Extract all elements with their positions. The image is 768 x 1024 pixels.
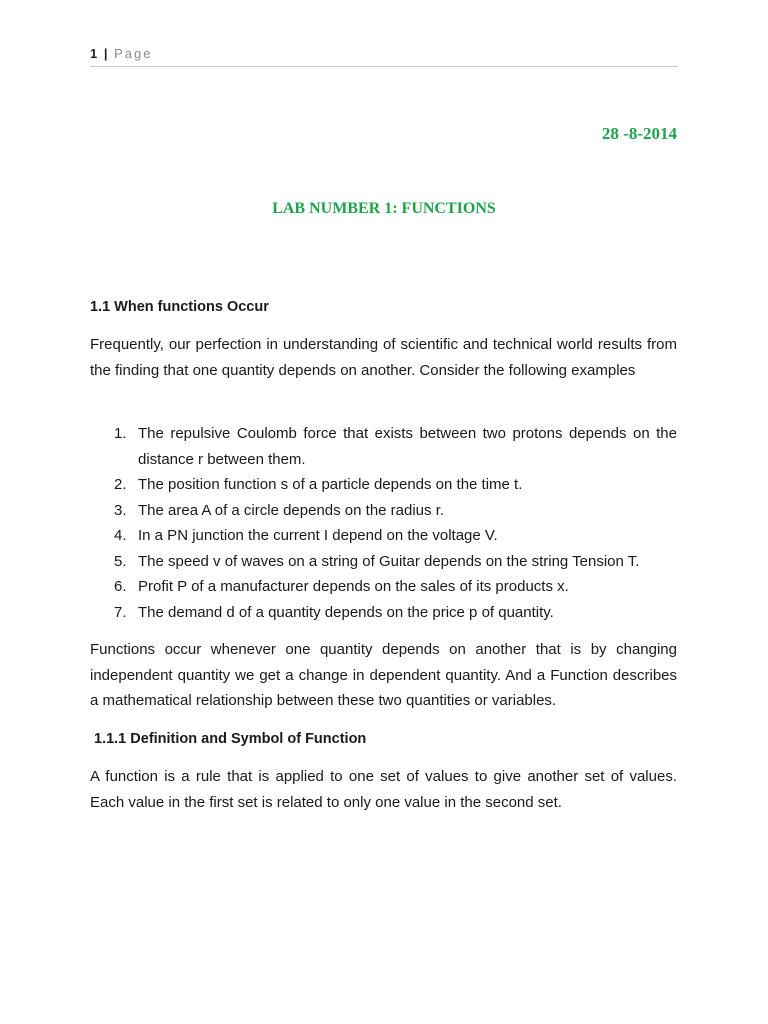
definition-paragraph: A function is a rule that is applied to one set of values to give another set of values. Each value in the first set is related to only one value in the second set. <box>90 768 677 811</box>
page-label: Page <box>114 46 153 61</box>
list-item-text: The position function s of a particle depends on the time t. <box>138 476 523 493</box>
page-header <box>90 46 153 61</box>
page-number: 1 <box>90 46 98 61</box>
list-item-text: The speed v of waves on a string of Guitar depends on the string Tension T. <box>138 552 640 570</box>
list-item <box>90 574 677 600</box>
list-item <box>90 549 677 575</box>
list-item <box>90 523 677 549</box>
list-item-text: Profit P of a manufacturer depends on the sales of its products x. <box>138 578 569 595</box>
section-heading-1-1: 1.1 When functions Occur <box>90 299 269 315</box>
header-divider <box>90 66 678 67</box>
document-date: 28 -8-2014 <box>601 124 677 143</box>
list-item-number: 1. <box>114 425 127 442</box>
list-item-number: 2. <box>114 476 127 493</box>
list-item-number: 6. <box>114 578 127 595</box>
examples-list <box>90 421 677 625</box>
list-item-number: 7. <box>114 603 127 621</box>
list-item-number: 5. <box>114 552 127 570</box>
list-item <box>90 472 677 498</box>
list-item-text: The area A of a circle depends on the radius r. <box>138 501 445 519</box>
list-item-text: The demand d of a quantity depends on the price p of quantity. <box>138 603 554 621</box>
list-item <box>90 498 677 524</box>
list-item-number: 3. <box>114 501 127 519</box>
list-item <box>90 421 677 472</box>
list-item <box>90 600 677 626</box>
intro-paragraph: Frequently, our perfection in understanding of scientific and technical world results from the finding that one quantity depends on another. Consider the following examples <box>90 336 677 379</box>
section-heading-1-1-1: 1.1.1 Definition and Symbol of Function <box>94 731 367 747</box>
page-header-separator: | <box>103 46 108 61</box>
lab-title: LAB NUMBER 1: FUNCTIONS <box>272 200 496 217</box>
list-item-number: 4. <box>114 527 127 544</box>
conclusion-paragraph: Functions occur whenever one quantity depends on another that is by changing independent quantity we get a change in dependent quantity. And a Function describes a mathematical relationship between these two quantities or variables. <box>90 641 677 709</box>
list-item-text: The repulsive Coulomb force that exists between two protons depends on the distance r between them. <box>138 425 677 468</box>
list-item-text: In a PN junction the current I depend on the voltage V. <box>138 527 498 544</box>
